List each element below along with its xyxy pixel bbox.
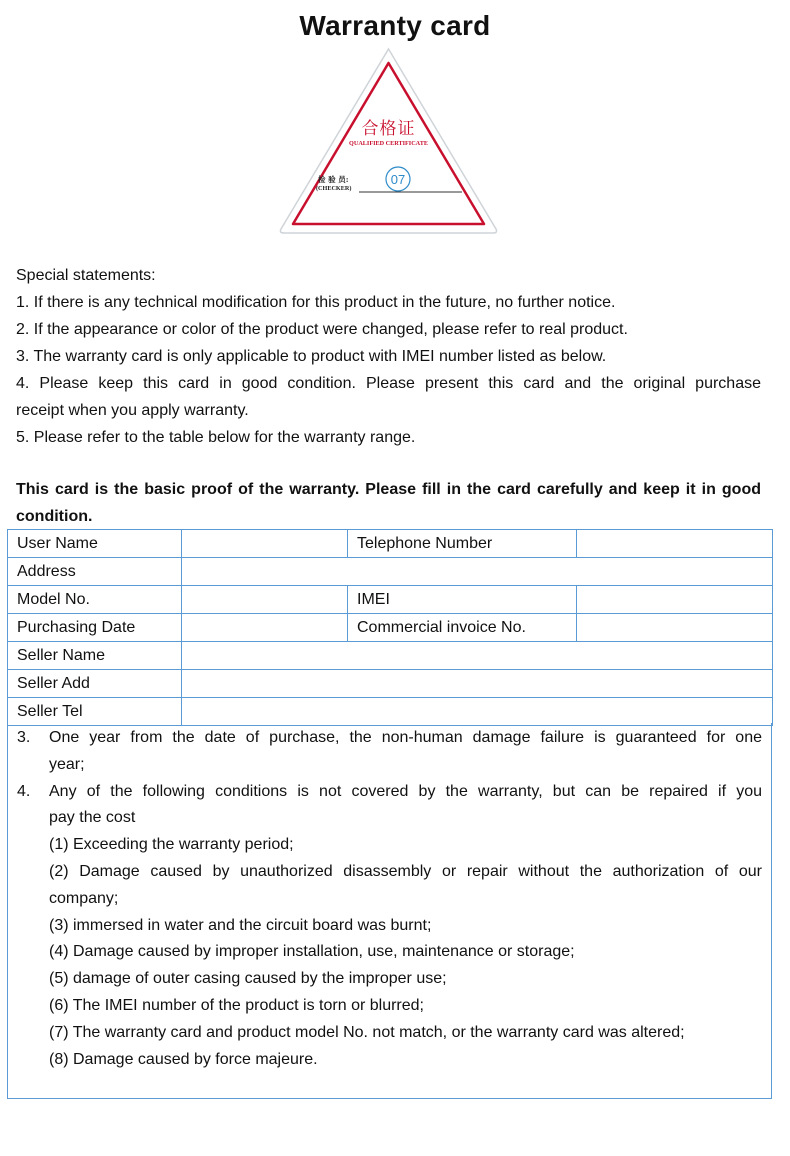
warranty-proof-note [16, 476, 761, 530]
table-row [8, 614, 773, 642]
condition-item: (5) damage of outer casing caused by the improper use; [49, 970, 447, 988]
statement-item: 4. Please keep this card in good condition. Please present this card and the original purchase [16, 375, 761, 392]
checker-label-en: (CHECKER) [316, 185, 352, 192]
address-field[interactable] [182, 558, 773, 586]
commercial-invoice-no-label: Commercial invoice No. [348, 614, 577, 642]
warranty-terms [7, 723, 772, 1099]
condition-item: (1) Exceeding the warranty period; [49, 836, 294, 854]
condition-item: (7) The warranty card and product model No. not match, or the warranty card was altered; [49, 1023, 685, 1041]
commercial-invoice-no-field[interactable] [577, 614, 773, 642]
table-row [8, 698, 773, 726]
seller-name-label: Seller Name [8, 642, 182, 670]
proof-line: This card is the basic proof of the warranty. Please fill in the card carefully and keep it in good [16, 481, 761, 498]
condition-item: (8) Damage caused by force majeure. [49, 1050, 318, 1068]
table-row [8, 558, 773, 586]
term-text: pay the cost [49, 809, 136, 827]
statement-item: 3. The warranty card is only applicable to product with IMEI number listed as below. [16, 348, 607, 365]
statement-item: 5. Please refer to the table below for the warranty range. [16, 429, 416, 446]
term-item-4 [17, 779, 762, 1074]
condition-item: (3) immersed in water and the circuit board was burnt; [49, 916, 432, 934]
term-number: 4. [17, 782, 31, 800]
checker-number: 07 [390, 172, 406, 187]
purchasing-date-field[interactable] [182, 614, 348, 642]
certificate-title-en: QUALIFIED CERTIFICATE [349, 140, 428, 147]
user-name-label: User Name [8, 530, 182, 558]
certificate-title-cn: 合格证 [361, 119, 416, 139]
page-title: Warranty card [299, 10, 491, 41]
user-name-field[interactable] [182, 530, 348, 558]
telephone-number-field[interactable] [577, 530, 773, 558]
imei-field[interactable] [577, 586, 773, 614]
seller-name-field[interactable] [182, 642, 773, 670]
special-statements [16, 262, 761, 451]
term-number: 3. [17, 729, 31, 746]
condition-item-continuation: company; [49, 889, 119, 907]
warranty-info-table [7, 529, 773, 726]
condition-item: (6) The IMEI number of the product is torn or blurred; [49, 996, 424, 1014]
purchasing-date-label: Purchasing Date [8, 614, 182, 642]
seller-add-field[interactable] [182, 670, 773, 698]
seller-tel-label: Seller Tel [8, 698, 182, 726]
table-row [8, 530, 773, 558]
term-text: One year from the date of purchase, the non-human damage failure is guaranteed for one [49, 729, 762, 746]
model-no-field[interactable] [182, 586, 348, 614]
table-row [8, 642, 773, 670]
checker-label-cn: 检 验 员: [318, 175, 349, 184]
table-row [8, 670, 773, 698]
seller-tel-field[interactable] [182, 698, 773, 726]
condition-item: (4) Damage caused by improper installation, use, maintenance or storage; [49, 943, 575, 961]
proof-line: condition. [16, 508, 93, 525]
condition-item: (2) Damage caused by unauthorized disassembly or repair without the authorization of our [49, 862, 762, 880]
qualified-certificate-stamp [277, 46, 500, 236]
telephone-number-label: Telephone Number [348, 530, 577, 558]
statement-item: 1. If there is any technical modification for this product in the future, no further notice. [16, 294, 616, 311]
imei-label: IMEI [348, 586, 577, 614]
statements-heading: Special statements: [16, 267, 156, 284]
seller-add-label: Seller Add [8, 670, 182, 698]
term-item-3 [17, 725, 762, 779]
term-text: year; [49, 755, 85, 773]
term-text: Any of the following conditions is not covered by the warranty, but can be repaired if you [49, 782, 762, 800]
statement-item: 2. If the appearance or color of the product were changed, please refer to real product. [16, 321, 628, 338]
statement-item-continuation: receipt when you apply warranty. [16, 402, 249, 419]
model-no-label: Model No. [8, 586, 182, 614]
address-label: Address [8, 558, 182, 586]
table-row [8, 586, 773, 614]
